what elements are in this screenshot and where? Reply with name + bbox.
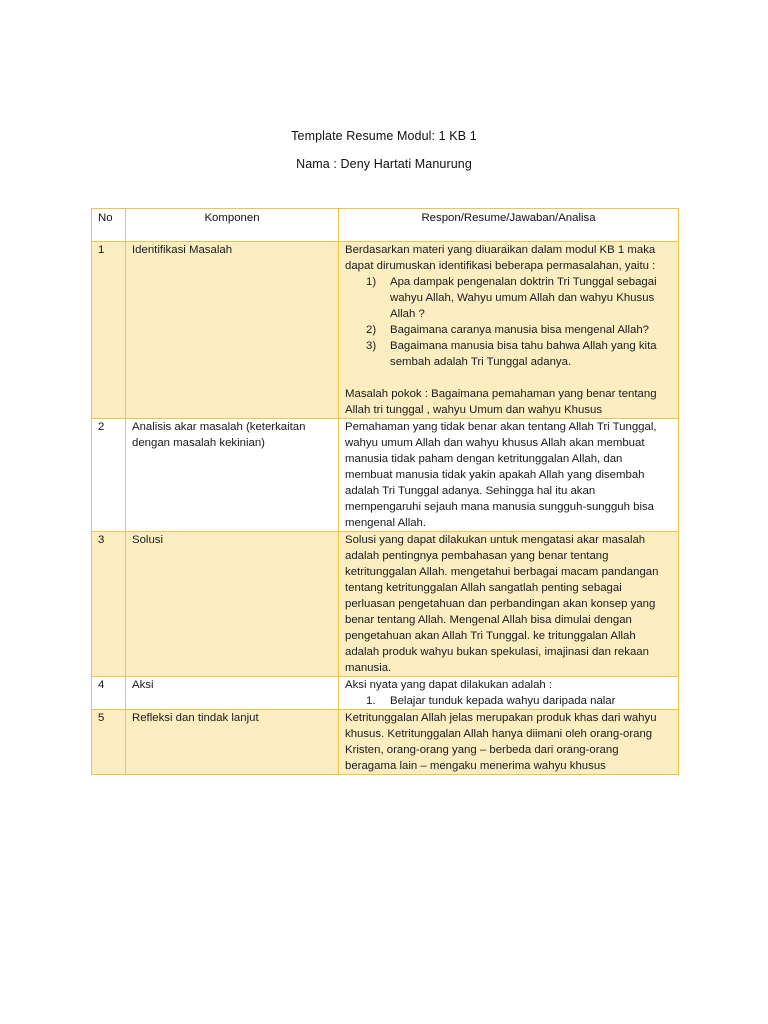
response-intro: Berdasarkan materi yang diuaraikan dalam modul KB 1 maka dapat dirumuskan identifikasi beberapa permasalahan, yaitu : (345, 244, 656, 272)
table-row (92, 710, 679, 775)
table-row (92, 532, 679, 677)
row-component: Solusi (126, 532, 339, 677)
table-header-row (92, 209, 679, 242)
row-number: 1 (92, 242, 126, 419)
resume-table (91, 208, 679, 775)
list-item-number: 1) (366, 276, 377, 288)
row-number: 5 (92, 710, 126, 775)
row-component: Analisis akar masalah (keterkaitan dengan masalah kekinian) (126, 419, 339, 532)
row-number: 2 (92, 419, 126, 532)
author-name: Nama : Deny Hartati Manurung (296, 157, 472, 171)
spacer (345, 370, 672, 386)
row-component: Identifikasi Masalah (126, 242, 339, 419)
row-number: 4 (92, 677, 126, 710)
problem-list (345, 274, 672, 370)
row-response: Solusi yang dapat dilakukan untuk mengatasi akar masalah adalah pentingnya pembahasan yang benar tentang ketritunggalan Allah. mengetahui berbagai macam pandangan tentang ketritunggalan Allah sangatlah penting sebagai perluasan pengetahuan dan perbandingan akan konsep yang benar tentang Allah. Mengenal Allah bisa dimulai dengan pengetahuan akan Allah Tri Tunggal. ke tritunggalan Allah adalah produk wahyu bukan spekulasi, imajinasi dan rekaan manusia. (339, 532, 679, 677)
list-item (366, 274, 672, 322)
list-item (366, 693, 672, 709)
row-response: Pemahaman yang tidak benar akan tentang Allah Tri Tunggal, wahyu umum Allah dan wahyu khusus Allah akan membuat manusia tidak paham dengan ketritunggalan Allah, dan membuat manusia tidak yakin apakah Allah yang disembah adalah Tri Tunggal adanya. Sehingga hal itu akan mempengaruhi sejauh mana manusia sungguh-sungguh bisa mengenal Allah. (339, 419, 679, 532)
row-response (339, 242, 679, 419)
list-item-number: 1. (366, 695, 376, 707)
column-header-respon: Respon/Resume/Jawaban/Analisa (339, 209, 679, 242)
list-item-text: Belajar tunduk kepada wahyu daripada nalar (390, 695, 616, 707)
table-row (92, 419, 679, 532)
row-number: 3 (92, 532, 126, 677)
table-row (92, 677, 679, 710)
action-list (345, 693, 672, 709)
list-item (366, 338, 672, 370)
list-item (366, 322, 672, 338)
table-row (92, 242, 679, 419)
list-item-number: 2) (366, 324, 377, 336)
row-component: Aksi (126, 677, 339, 710)
list-item-number: 3) (366, 340, 377, 352)
list-item-text: Apa dampak pengenalan doktrin Tri Tunggal sebagai wahyu Allah, Wahyu umum Allah dan wahyu Khusus Allah ? (390, 276, 657, 320)
list-item-text: Bagaimana caranya manusia bisa mengenal Allah? (390, 324, 649, 336)
document-title: Template Resume Modul: 1 KB 1 (291, 129, 477, 143)
list-item-text: Bagaimana manusia bisa tahu bahwa Allah yang kita sembah adalah Tri Tunggal adanya. (390, 340, 657, 368)
row-component: Refleksi dan tindak lanjut (126, 710, 339, 775)
column-header-no: No (92, 209, 126, 242)
response-intro: Aksi nyata yang dapat dilakukan adalah : (345, 679, 553, 691)
response-outro: Masalah pokok : Bagaimana pemahaman yang benar tentang Allah tri tunggal , wahyu Umum dan wahyu Khusus (345, 388, 657, 416)
row-response: Ketritunggalan Allah jelas merupakan produk khas dari wahyu khusus. Ketritunggalan Allah hanya diimani oleh orang-orang Kristen, orang-orang yang – berbeda dari orang-orang beragama lain – mengaku menerima wahyu khusus (339, 710, 679, 775)
column-header-komponen: Komponen (126, 209, 339, 242)
row-response (339, 677, 679, 710)
